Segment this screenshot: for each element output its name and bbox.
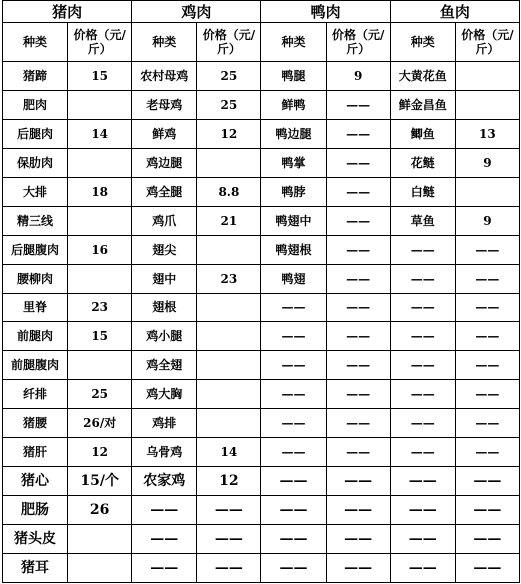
kind-cell: 精三线 [3, 206, 68, 235]
kind-cell: —— [390, 322, 455, 351]
price-cell: —— [455, 380, 519, 409]
kind-cell: 农村母鸡 [132, 62, 197, 91]
price-cell: —— [326, 438, 390, 467]
price-cell: 23 [197, 264, 261, 293]
price-cell: —— [455, 235, 519, 264]
col-price: 价格（元/斤） [326, 23, 390, 62]
price-cell: 16 [68, 235, 132, 264]
price-cell: 23 [68, 293, 132, 322]
kind-cell: —— [390, 496, 455, 525]
price-cell: 25 [68, 380, 132, 409]
kind-cell: —— [390, 264, 455, 293]
kind-cell: —— [261, 293, 326, 322]
kind-cell: —— [390, 525, 455, 554]
price-cell: —— [455, 553, 519, 582]
table-row [3, 380, 520, 409]
price-cell: —— [455, 409, 519, 438]
price-cell [68, 264, 132, 293]
kind-cell: 鸭翅 [261, 264, 326, 293]
kind-cell: 鸡边腿 [132, 148, 197, 177]
kind-cell: —— [390, 380, 455, 409]
kind-cell: 鲜鸭 [261, 90, 326, 119]
kind-cell: 猪腰 [3, 409, 68, 438]
kind-cell: —— [132, 525, 197, 554]
kind-cell: —— [390, 235, 455, 264]
table-row [3, 62, 520, 91]
header-fish: 鱼肉 [390, 1, 519, 23]
price-cell [68, 351, 132, 380]
kind-cell: —— [261, 553, 326, 582]
kind-cell: 鸡全腿 [132, 177, 197, 206]
price-cell: 12 [197, 467, 261, 496]
price-cell: 14 [197, 438, 261, 467]
kind-cell: 鸡小腿 [132, 322, 197, 351]
kind-cell: —— [390, 467, 455, 496]
price-cell: 13 [455, 119, 519, 148]
kind-cell: —— [261, 380, 326, 409]
col-price: 价格（元/斤） [197, 23, 261, 62]
price-cell [197, 293, 261, 322]
price-cell [197, 322, 261, 351]
kind-cell: 鸡排 [132, 409, 197, 438]
kind-cell: —— [390, 438, 455, 467]
table-row [3, 553, 520, 582]
table-row [3, 235, 520, 264]
price-cell: —— [326, 525, 390, 554]
kind-cell: 大黄花鱼 [390, 62, 455, 91]
kind-cell: —— [261, 496, 326, 525]
price-cell: —— [326, 90, 390, 119]
price-cell: 15/个 [68, 467, 132, 496]
price-cell [68, 90, 132, 119]
price-cell: —— [455, 264, 519, 293]
header-duck: 鸭肉 [261, 1, 390, 23]
kind-cell: 翅根 [132, 293, 197, 322]
kind-cell: 里脊 [3, 293, 68, 322]
table-row [3, 496, 520, 525]
price-cell: —— [326, 553, 390, 582]
price-cell: 12 [68, 438, 132, 467]
price-cell: —— [326, 264, 390, 293]
kind-cell: 腰柳肉 [3, 264, 68, 293]
column-header-row [3, 23, 520, 62]
col-kind: 种类 [3, 23, 68, 62]
kind-cell: —— [390, 351, 455, 380]
price-cell: —— [326, 409, 390, 438]
price-cell: —— [455, 525, 519, 554]
kind-cell: 花鲢 [390, 148, 455, 177]
price-cell: —— [326, 235, 390, 264]
kind-cell: 鸭边腿 [261, 119, 326, 148]
kind-cell: 鲜鸡 [132, 119, 197, 148]
price-cell: 9 [326, 62, 390, 91]
kind-cell: 肥肉 [3, 90, 68, 119]
price-cell: 12 [197, 119, 261, 148]
kind-cell: —— [390, 409, 455, 438]
price-cell [455, 90, 519, 119]
price-cell: —— [326, 380, 390, 409]
table-row [3, 322, 520, 351]
price-cell: —— [326, 293, 390, 322]
price-cell [68, 525, 132, 554]
price-cell: —— [326, 467, 390, 496]
kind-cell: 鸭翅中 [261, 206, 326, 235]
kind-cell: 鸡爪 [132, 206, 197, 235]
price-cell: 9 [455, 148, 519, 177]
kind-cell: 鸭腿 [261, 62, 326, 91]
table-row [3, 409, 520, 438]
table-row [3, 177, 520, 206]
price-cell: —— [326, 148, 390, 177]
kind-cell: —— [390, 293, 455, 322]
kind-cell: —— [132, 553, 197, 582]
price-cell: —— [326, 322, 390, 351]
kind-cell: 猪肝 [3, 438, 68, 467]
kind-cell: 乌骨鸡 [132, 438, 197, 467]
kind-cell: 保肋肉 [3, 148, 68, 177]
price-cell: —— [455, 467, 519, 496]
table-row [3, 293, 520, 322]
kind-cell: 后腿肉 [3, 119, 68, 148]
price-cell: —— [326, 351, 390, 380]
price-cell [197, 351, 261, 380]
kind-cell: 老母鸡 [132, 90, 197, 119]
price-cell: —— [326, 119, 390, 148]
kind-cell: —— [261, 438, 326, 467]
col-kind: 种类 [390, 23, 455, 62]
table-row [3, 90, 520, 119]
kind-cell: —— [261, 351, 326, 380]
price-cell [197, 409, 261, 438]
kind-cell: 鸡全翅 [132, 351, 197, 380]
kind-cell: 肥肠 [3, 496, 68, 525]
kind-cell: 大排 [3, 177, 68, 206]
kind-cell: 翅中 [132, 264, 197, 293]
price-cell: 9 [455, 206, 519, 235]
table-row [3, 264, 520, 293]
price-cell [455, 62, 519, 91]
kind-cell: 鲫鱼 [390, 119, 455, 148]
price-cell: —— [197, 496, 261, 525]
price-cell: 26/对 [68, 409, 132, 438]
kind-cell: 前腿肉 [3, 322, 68, 351]
price-cell: —— [326, 177, 390, 206]
price-cell: 14 [68, 119, 132, 148]
kind-cell: —— [261, 467, 326, 496]
price-cell: 25 [197, 90, 261, 119]
price-cell: —— [455, 496, 519, 525]
price-cell: 15 [68, 62, 132, 91]
table-row [3, 525, 520, 554]
kind-cell: 白鲢 [390, 177, 455, 206]
col-kind: 种类 [132, 23, 197, 62]
price-cell: —— [326, 206, 390, 235]
price-cell [455, 177, 519, 206]
kind-cell: 猪耳 [3, 553, 68, 582]
header-pork: 猪肉 [3, 1, 132, 23]
kind-cell: —— [390, 553, 455, 582]
kind-cell: 农家鸡 [132, 467, 197, 496]
category-header-row [3, 1, 520, 23]
kind-cell: 鸭翅根 [261, 235, 326, 264]
col-kind: 种类 [261, 23, 326, 62]
price-cell: —— [197, 553, 261, 582]
price-cell: —— [455, 438, 519, 467]
table-row [3, 148, 520, 177]
price-cell [197, 380, 261, 409]
kind-cell: —— [261, 409, 326, 438]
price-cell: —— [455, 322, 519, 351]
price-cell [68, 206, 132, 235]
kind-cell: 前腿腹肉 [3, 351, 68, 380]
price-cell: —— [197, 525, 261, 554]
price-cell: —— [455, 293, 519, 322]
price-cell: 8.8 [197, 177, 261, 206]
kind-cell: —— [261, 322, 326, 351]
price-cell: —— [455, 351, 519, 380]
kind-cell: 鸭脖 [261, 177, 326, 206]
table-row [3, 351, 520, 380]
kind-cell: —— [132, 496, 197, 525]
col-price: 价格（元/斤） [455, 23, 519, 62]
meat-price-table [2, 0, 520, 583]
price-cell [197, 148, 261, 177]
kind-cell: 鸭掌 [261, 148, 326, 177]
table-row [3, 438, 520, 467]
price-cell: 25 [197, 62, 261, 91]
price-cell: 18 [68, 177, 132, 206]
kind-cell: 后腿腹肉 [3, 235, 68, 264]
table-row [3, 206, 520, 235]
kind-cell: —— [261, 525, 326, 554]
kind-cell: 草鱼 [390, 206, 455, 235]
price-cell: 26 [68, 496, 132, 525]
price-cell [197, 235, 261, 264]
price-cell: 15 [68, 322, 132, 351]
price-cell [68, 553, 132, 582]
kind-cell: 鲜金昌鱼 [390, 90, 455, 119]
table-row [3, 119, 520, 148]
col-price: 价格（元/斤） [68, 23, 132, 62]
kind-cell: 猪蹄 [3, 62, 68, 91]
kind-cell: 猪头皮 [3, 525, 68, 554]
kind-cell: 纤排 [3, 380, 68, 409]
header-chicken: 鸡肉 [132, 1, 261, 23]
price-cell: —— [326, 496, 390, 525]
kind-cell: 猪心 [3, 467, 68, 496]
kind-cell: 翅尖 [132, 235, 197, 264]
kind-cell: 鸡大胸 [132, 380, 197, 409]
price-cell [68, 148, 132, 177]
table-row [3, 467, 520, 496]
price-cell: 21 [197, 206, 261, 235]
